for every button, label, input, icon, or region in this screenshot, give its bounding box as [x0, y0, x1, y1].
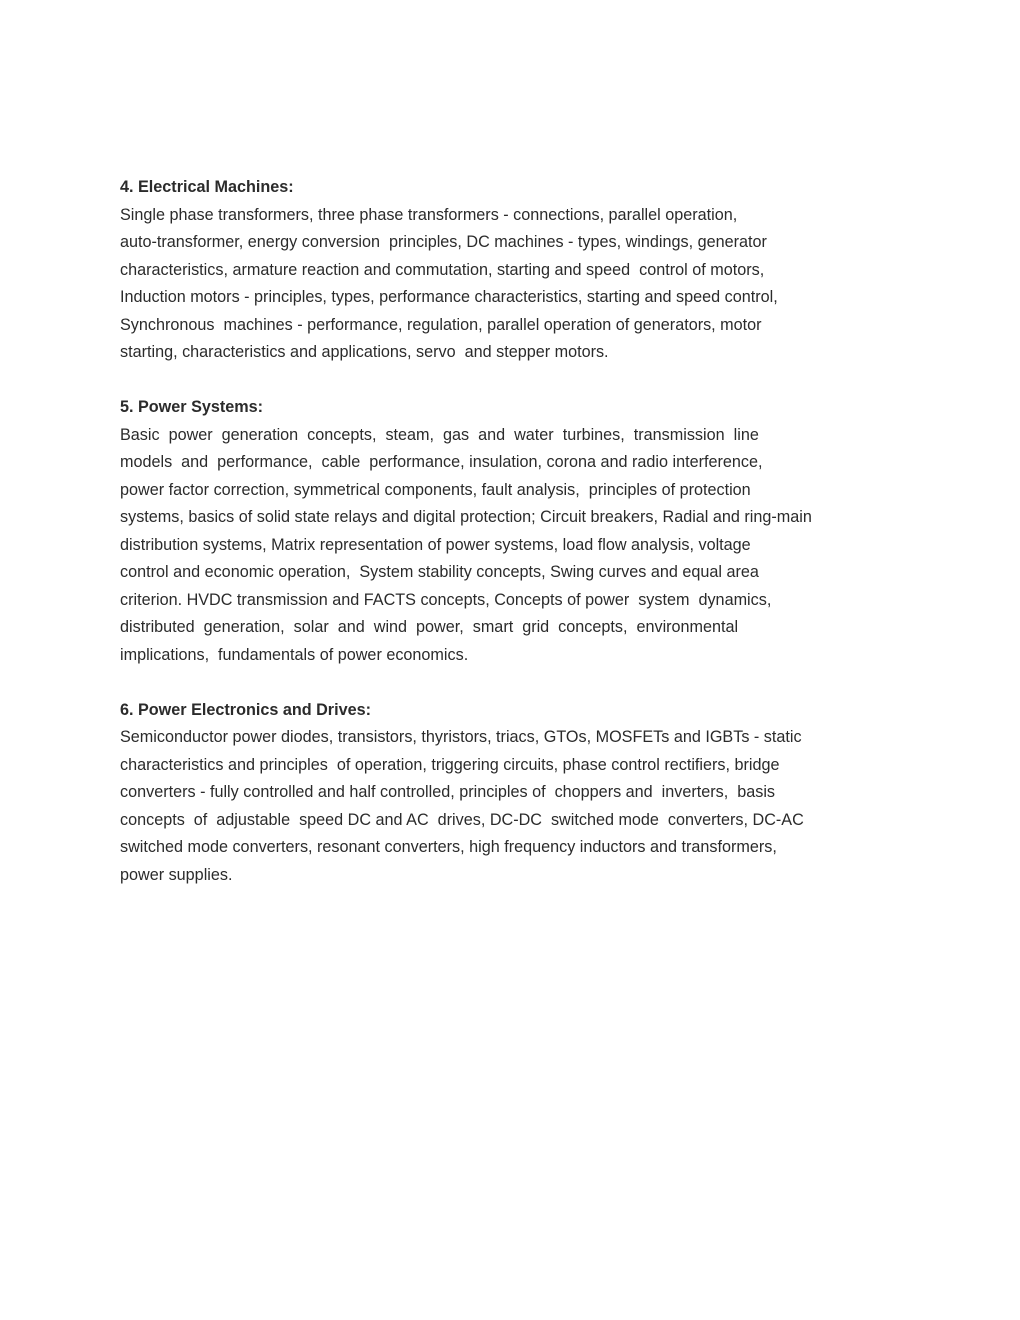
body-text-line: distributed generation, solar and wind power, smart grid concepts, environmental — [120, 618, 739, 636]
body-text-line: implications, fundamentals of power economics. — [120, 645, 469, 664]
document-body — [120, 174, 910, 917]
body-text-line: Single phase transformers, three phase transformers - connections, parallel operation, — [120, 205, 738, 224]
section-heading: 6. Power Electronics and Drives: — [120, 700, 372, 719]
body-text-line: power supplies. — [120, 865, 233, 884]
body-text-line: criterion. HVDC transmission and FACTS concepts, Concepts of power system dynamics, — [120, 590, 772, 609]
body-text-line: characteristics and principles of operation, triggering circuits, phase control rectifiers, bridge — [120, 755, 780, 774]
body-text-line: starting, characteristics and applications, servo and stepper motors. — [120, 343, 609, 361]
body-text-line: Synchronous machines - performance, regulation, parallel operation of generators, motor — [120, 315, 762, 334]
body-text-line: auto-transformer, energy conversion principles, DC machines - types, windings, generator — [120, 233, 767, 251]
body-text-line: converters - fully controlled and half controlled, principles of choppers and inverters, basis — [120, 783, 776, 801]
body-text-line: concepts of adjustable speed DC and AC drives, DC-DC switched mode converters, DC-AC — [120, 810, 804, 829]
body-text-line: systems, basics of solid state relays and digital protection; Circuit breakers, Radial and ring-main — [120, 508, 812, 526]
section-power-systems — [120, 394, 910, 669]
body-text-line: power factor correction, symmetrical components, fault analysis, principles of protection — [120, 480, 751, 499]
body-text-line: characteristics, armature reaction and commutation, starting and speed control of motors, — [120, 260, 765, 279]
body-text-line: distribution systems, Matrix representation of power systems, load flow analysis, voltage — [120, 535, 751, 554]
section-heading: 5. Power Systems: — [120, 398, 264, 416]
section-electrical-machines — [120, 174, 910, 367]
body-text-line: switched mode converters, resonant converters, high frequency inductors and transformers, — [120, 838, 777, 856]
body-text-line: models and performance, cable performance, insulation, corona and radio interference, — [120, 453, 763, 471]
section-heading: 4. Electrical Machines: — [120, 178, 294, 196]
section-power-electronics — [120, 697, 910, 890]
body-text-line: Induction motors - principles, types, performance characteristics, starting and speed control, — [120, 288, 778, 306]
body-text-line: control and economic operation, System stability concepts, Swing curves and equal area — [120, 563, 759, 581]
body-text-line: Basic power generation concepts, steam, gas and water turbines, transmission line — [120, 425, 759, 444]
body-text-line: Semiconductor power diodes, transistors, thyristors, triacs, GTOs, MOSFETs and IGBTs - static — [120, 728, 802, 746]
